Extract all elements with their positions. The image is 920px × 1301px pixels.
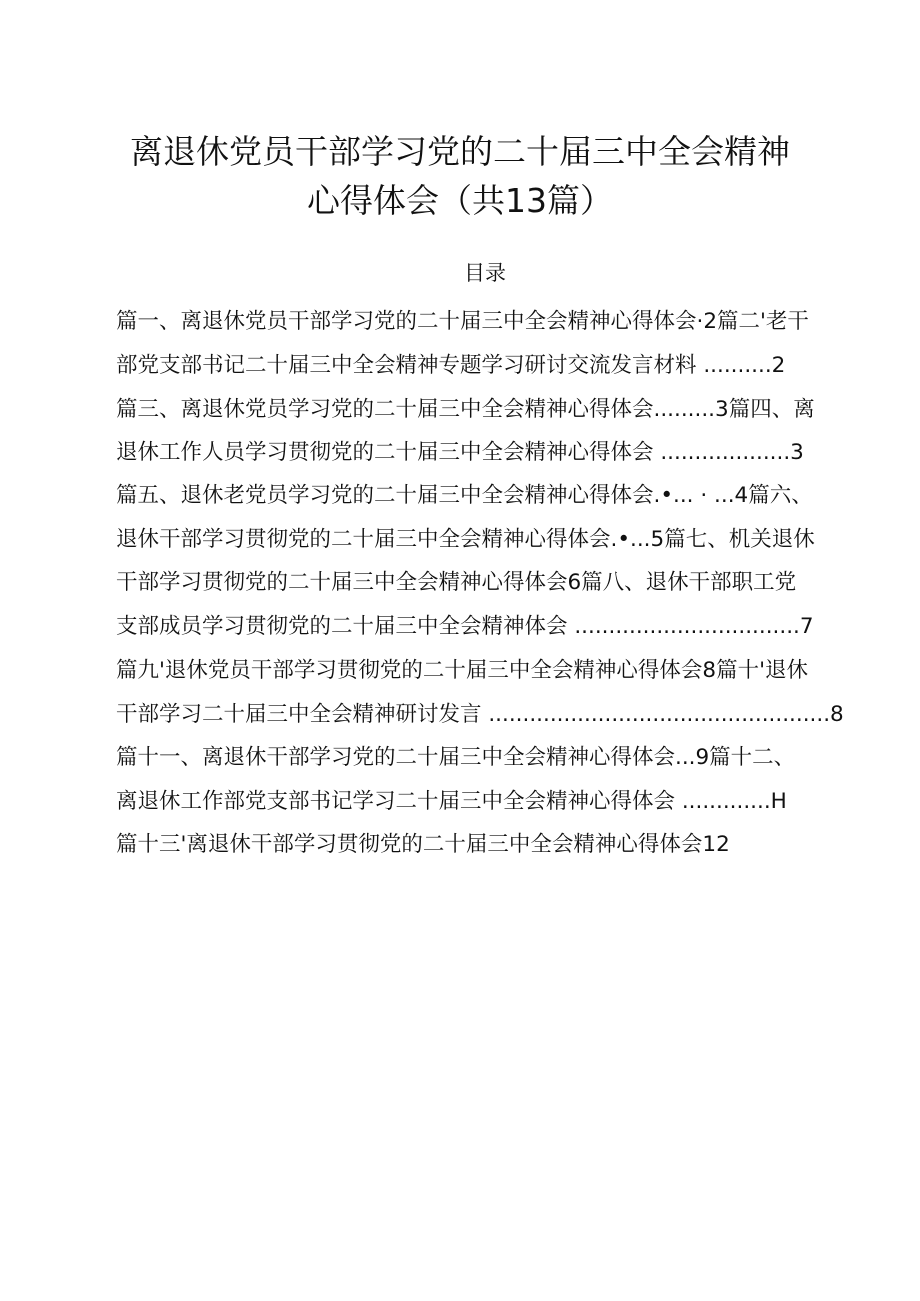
toc-heading: 目录 — [464, 261, 506, 285]
toc-line: 篇一、离退休党员干部学习党的二十届三中全会精神心得体会·2篇二'老干 — [116, 309, 809, 334]
toc-line: 干部学习贯彻党的二十届三中全会精神心得体会6篇八、退休干部职工党 — [116, 570, 797, 595]
document-title-line-2: 心得体会（共13篇） — [307, 181, 613, 220]
document-title-line-1: 离退休党员干部学习党的二十届三中全会精神 — [130, 132, 790, 171]
toc-line: 干部学习二十届三中全会精神研讨发言 ..................................................8 — [116, 702, 844, 727]
toc-line: 篇十一、离退休干部学习党的二十届三中全会精神心得体会...9篇十二、 — [116, 745, 796, 770]
toc-line: 篇三、离退休党员学习党的二十届三中全会精神心得体会.........3篇四、离 — [116, 397, 815, 422]
toc-line: 篇五、退休老党员学习党的二十届三中全会精神心得体会.•... · ...4篇六、 — [116, 483, 813, 508]
toc-line: 离退休工作部党支部书记学习二十届三中全会精神心得体会 .............H — [116, 789, 787, 814]
toc-line: 支部成员学习贯彻党的二十届三中全会精神体会 .................................7 — [116, 614, 814, 639]
toc-line: 部党支部书记二十届三中全会精神专题学习研讨交流发言材料 ..........2 — [116, 353, 786, 378]
toc-line: 退休干部学习贯彻党的二十届三中全会精神心得体会.•...5篇七、机关退休 — [116, 527, 815, 552]
toc-line: 篇九'退休党员干部学习贯彻党的二十届三中全会精神心得体会8篇十'退休 — [116, 658, 809, 683]
toc-line: 退休工作人员学习贯彻党的二十届三中全会精神心得体会 ...................3 — [116, 440, 804, 465]
toc-line: 篇十三'离退休干部学习贯彻党的二十届三中全会精神心得体会12 — [116, 832, 730, 857]
